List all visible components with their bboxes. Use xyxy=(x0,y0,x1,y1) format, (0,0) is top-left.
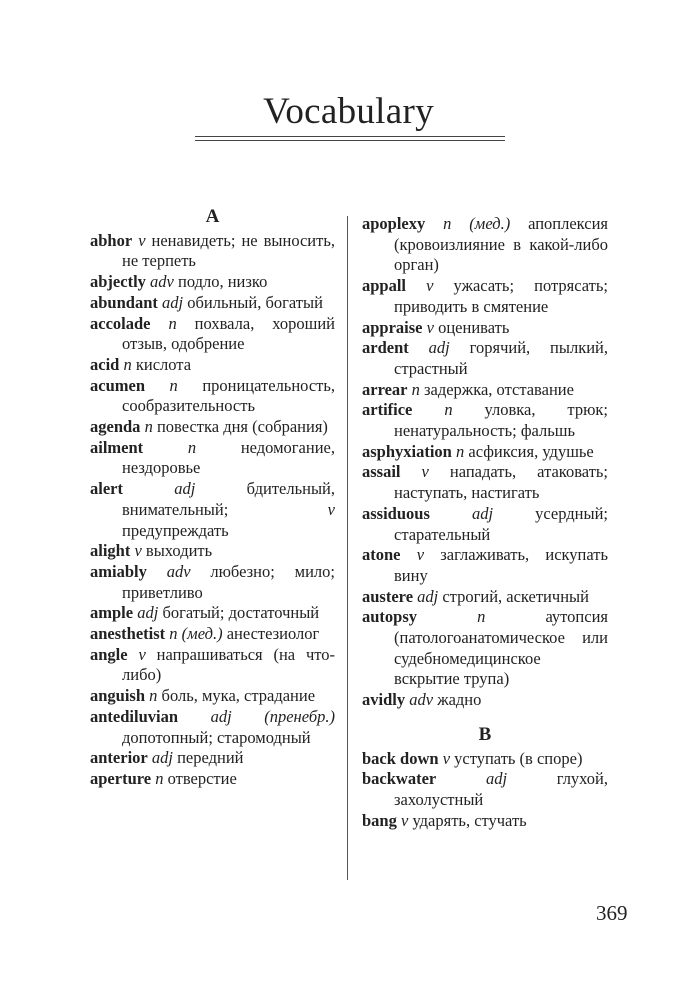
definition: уловка, трюк; ненатуральность; фальшь xyxy=(394,400,609,441)
vocabulary-entry xyxy=(362,276,608,317)
definition: подло, низко xyxy=(177,272,268,292)
part-of-speech: v xyxy=(138,644,146,664)
part-of-speech: v xyxy=(426,317,434,337)
definition: бдительный, внимательный; xyxy=(122,479,336,519)
column-divider xyxy=(347,216,348,880)
part-of-speech: n xyxy=(411,379,420,399)
headword: ardent xyxy=(362,338,409,358)
headword: anesthetist xyxy=(90,624,166,644)
page-number: 369 xyxy=(596,901,628,925)
headword: amiably xyxy=(90,561,147,581)
definition: апоплексия (кровоизлияние в какой-либо орган) xyxy=(394,214,609,275)
headword: arrear xyxy=(362,379,408,399)
vocabulary-entry xyxy=(90,686,335,707)
title-rule-top xyxy=(195,136,505,137)
definition: усердный; старательный xyxy=(394,503,608,544)
definition: анестезиолог xyxy=(226,624,320,644)
definition: ужасать; потрясать; приводить в смятение xyxy=(394,276,608,316)
part-of-speech: v xyxy=(327,499,335,519)
headword: anterior xyxy=(90,748,148,768)
headword: alert xyxy=(90,479,123,499)
headword: backwater xyxy=(362,769,437,789)
part-of-speech: v xyxy=(400,810,409,830)
vocabulary-entry xyxy=(362,749,608,770)
part-of-speech: adj xyxy=(210,706,232,726)
definition: предупреждать xyxy=(122,520,229,540)
headword: abhor xyxy=(90,230,133,250)
part-of-speech: n xyxy=(169,624,178,644)
definition: уступать (в споре) xyxy=(454,748,583,768)
part-of-speech: n xyxy=(444,400,453,420)
part-of-speech: n xyxy=(168,313,177,333)
definition: асфиксия, удушье xyxy=(468,441,594,461)
headword: artifice xyxy=(362,400,413,420)
usage-note: (мед.) xyxy=(181,624,223,644)
part-of-speech: adv xyxy=(409,690,434,710)
headword: antediluvian xyxy=(90,706,179,726)
vocabulary-entry xyxy=(90,624,335,645)
headword: agenda xyxy=(90,417,141,437)
headword: avidly xyxy=(362,690,406,710)
vocabulary-entry xyxy=(362,214,608,276)
headword: anguish xyxy=(90,686,146,706)
definition: проницательность, сообразительность xyxy=(122,375,335,416)
usage-note: (пренебр.) xyxy=(264,706,335,726)
vocabulary-entry xyxy=(362,318,608,339)
part-of-speech: v xyxy=(138,230,146,250)
vocabulary-entry xyxy=(362,811,608,832)
part-of-speech: adj xyxy=(471,503,494,523)
vocabulary-entry xyxy=(362,504,608,545)
definition: ударять, стучать xyxy=(412,810,527,830)
part-of-speech: v xyxy=(426,276,434,296)
headword: apoplexy xyxy=(362,214,426,233)
part-of-speech: v xyxy=(134,541,142,561)
headword: austere xyxy=(362,586,414,606)
headword: assail xyxy=(362,462,401,482)
vocabulary-entry xyxy=(362,545,608,586)
part-of-speech: n xyxy=(169,375,178,395)
headword: aperture xyxy=(90,768,152,788)
definition: задержка, отставание xyxy=(424,379,574,399)
part-of-speech: n xyxy=(456,441,465,461)
part-of-speech: adv xyxy=(166,561,191,581)
part-of-speech: adj xyxy=(174,479,196,499)
definition: повестка дня (собрания) xyxy=(156,417,328,437)
section-letter: B xyxy=(478,723,492,745)
vocabulary-column-left xyxy=(90,205,335,790)
definition: оценивать xyxy=(438,317,510,337)
definition: передний xyxy=(177,748,244,768)
vocabulary-entry xyxy=(90,707,335,748)
headword: ample xyxy=(90,603,134,623)
definition: отверстие xyxy=(167,768,237,788)
vocabulary-entry xyxy=(90,314,335,355)
vocabulary-entry xyxy=(90,541,335,562)
definition: кислота xyxy=(135,354,192,374)
vocabulary-entry xyxy=(362,380,608,401)
vocabulary-entry xyxy=(90,645,335,686)
part-of-speech: n xyxy=(149,686,158,706)
page-title: Vocabulary xyxy=(263,91,434,132)
part-of-speech: adj xyxy=(162,292,184,312)
vocabulary-entry xyxy=(90,748,335,769)
vocabulary-column-right xyxy=(362,214,608,831)
vocabulary-entry xyxy=(90,293,335,314)
headword: appraise xyxy=(362,317,423,337)
headword: acid xyxy=(90,354,120,374)
vocabulary-entry xyxy=(90,417,335,438)
definition: боль, мука, страдание xyxy=(161,686,316,706)
vocabulary-entry xyxy=(90,562,335,603)
part-of-speech: adv xyxy=(150,272,174,292)
vocabulary-entry xyxy=(90,231,335,272)
usage-note: (мед.) xyxy=(469,214,511,233)
headword: alight xyxy=(90,541,131,561)
headword: autopsy xyxy=(362,607,418,627)
part-of-speech: n xyxy=(123,354,132,374)
definition: любезно; мило; приветливо xyxy=(122,561,335,602)
part-of-speech: n xyxy=(477,607,486,627)
vocabulary-entry xyxy=(362,400,608,441)
definition: ненавидеть; не выносить, не терпеть xyxy=(122,230,336,271)
vocabulary-entry xyxy=(90,355,335,376)
headword: appall xyxy=(362,276,407,296)
part-of-speech: n xyxy=(443,214,452,233)
definition: нападать, атаковать; наступать, настигать xyxy=(394,462,609,503)
headword: abjectly xyxy=(90,272,146,292)
vocabulary-entry xyxy=(362,462,608,503)
vocabulary-entry xyxy=(90,438,335,479)
definition: допотопный; старомодный xyxy=(122,727,311,747)
section-gap xyxy=(362,711,608,723)
definition: выходить xyxy=(145,541,213,561)
headword: back down xyxy=(362,748,439,768)
section-letter: A xyxy=(205,206,220,227)
part-of-speech: adj xyxy=(485,769,508,789)
definition: строгий, аскетичный xyxy=(442,586,589,606)
definition: напрашиваться (на что-либо) xyxy=(122,644,336,685)
vocabulary-entry xyxy=(362,607,608,690)
vocabulary-entry xyxy=(362,769,608,810)
headword: bang xyxy=(362,810,397,830)
vocabulary-entry xyxy=(90,272,335,293)
part-of-speech: adj xyxy=(417,586,439,606)
vocabulary-entry xyxy=(90,769,335,790)
vocabulary-entry xyxy=(90,603,335,624)
definition: недомогание, нездоровье xyxy=(122,437,335,478)
headword: accolade xyxy=(90,313,151,333)
part-of-speech: n xyxy=(144,417,153,437)
vocabulary-entry xyxy=(362,338,608,379)
title-rule-bottom xyxy=(195,140,505,141)
part-of-speech: v xyxy=(421,462,429,482)
headword: angle xyxy=(90,644,128,664)
headword: abundant xyxy=(90,292,158,312)
part-of-speech: adj xyxy=(137,603,159,623)
vocabulary-entry xyxy=(362,442,608,463)
vocabulary-entry xyxy=(90,376,335,417)
definition: обильный, богатый xyxy=(187,292,323,312)
definition: похвала, хороший отзыв, одобрение xyxy=(122,313,336,354)
part-of-speech: n xyxy=(155,768,164,788)
vocabulary-entry xyxy=(362,690,608,711)
vocabulary-entry xyxy=(362,587,608,608)
definition: заглаживать, искупать вину xyxy=(394,545,609,585)
headword: atone xyxy=(362,545,401,565)
definition: глухой, захолустный xyxy=(394,769,609,809)
part-of-speech: adj xyxy=(151,748,173,768)
definition: жадно xyxy=(437,690,482,710)
part-of-speech: v xyxy=(416,545,425,565)
part-of-speech: adj xyxy=(428,338,450,358)
headword: asphyxiation xyxy=(362,441,452,461)
definition: аутопсия (патологоанатомическое или судебномедицинское вскрытие трупа) xyxy=(394,607,608,689)
headword: acumen xyxy=(90,375,145,395)
part-of-speech: v xyxy=(442,748,451,768)
definition: богатый; достаточный xyxy=(162,603,320,623)
headword: assiduous xyxy=(362,503,430,523)
definition: горячий, пылкий, страстный xyxy=(394,338,608,378)
part-of-speech: n xyxy=(187,437,197,457)
headword: ailment xyxy=(90,437,144,457)
vocabulary-entry xyxy=(90,479,335,541)
